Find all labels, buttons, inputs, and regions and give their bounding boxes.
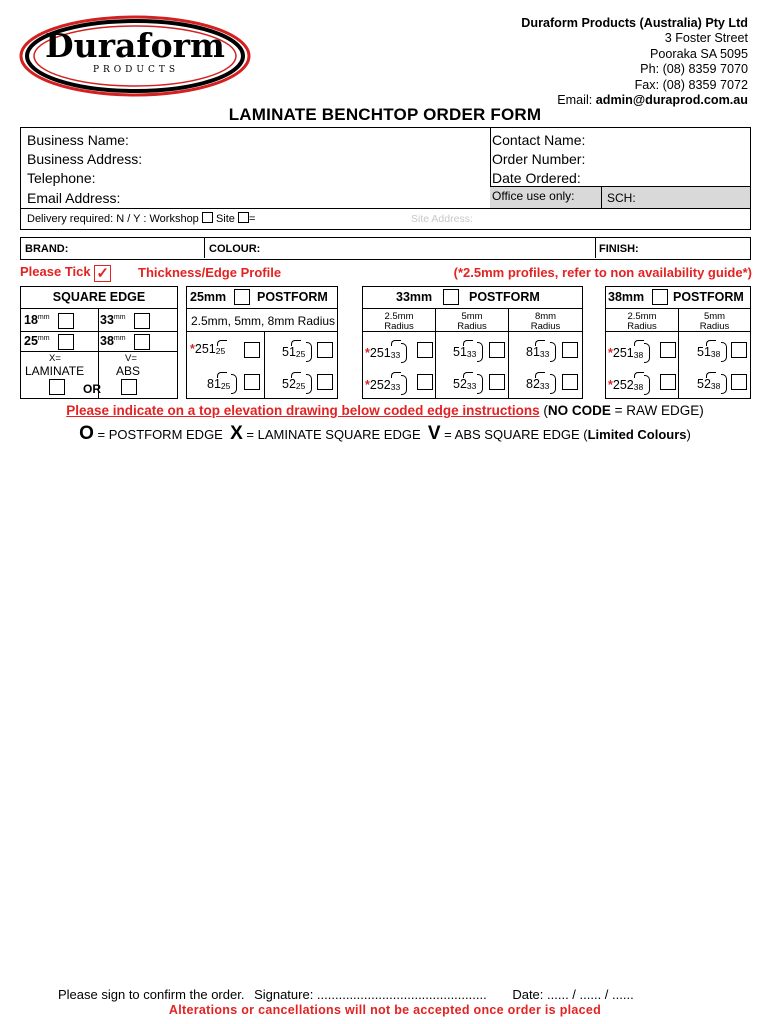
checkbox-38mm[interactable] bbox=[134, 334, 150, 350]
col-2-5mm: 2.5mm Radius bbox=[384, 311, 414, 332]
brand-colour-finish-row bbox=[20, 237, 751, 260]
code-25238: $*252_{38}$ bbox=[608, 375, 650, 395]
brand-field[interactable]: BRAND: bbox=[25, 243, 69, 255]
thickness-25: $25^{mm}$ bbox=[24, 334, 50, 348]
site-eq: = bbox=[248, 213, 256, 225]
cancellation-warning: Alterations or cancellations will not be accepted once order is placed bbox=[168, 1003, 602, 1017]
logo-sub: PRODUCTS bbox=[92, 65, 180, 75]
code-8133: $81_{33}$ bbox=[526, 342, 556, 362]
legend-v: V bbox=[427, 423, 441, 444]
checkbox-laminate[interactable] bbox=[49, 379, 65, 395]
code-25138: $*251_{38}$ bbox=[608, 343, 650, 363]
postform-38-header: 38mm POSTFORM bbox=[606, 287, 750, 309]
v-eq-label: V= bbox=[125, 353, 137, 364]
please-tick-row bbox=[20, 264, 111, 282]
checkbox-25125[interactable] bbox=[244, 342, 260, 358]
colour-field[interactable]: COLOUR: bbox=[209, 243, 261, 255]
telephone-field[interactable]: Telephone: bbox=[27, 170, 96, 186]
delivery-label: Delivery required: N / Y : bbox=[27, 213, 147, 225]
postform-25-header: 25mm POSTFORM bbox=[187, 287, 337, 309]
checkbox-5225[interactable] bbox=[317, 374, 333, 390]
thickness-38: $38^{mm}$ bbox=[100, 334, 126, 348]
contact-name-field[interactable]: Contact Name: bbox=[492, 132, 586, 148]
site-address-field[interactable]: Site Address: bbox=[411, 213, 473, 225]
col38-5mm: 5mm Radius bbox=[699, 311, 730, 332]
code-8233: $82_{33}$ bbox=[526, 374, 556, 394]
checkbox-abs[interactable] bbox=[121, 379, 137, 395]
company-email[interactable]: admin@duraprod.com.au bbox=[595, 93, 748, 108]
duraform-logo bbox=[18, 14, 252, 98]
office-use-area bbox=[490, 186, 750, 208]
checkbox-25138[interactable] bbox=[660, 342, 676, 358]
checkbox-5238[interactable] bbox=[731, 374, 747, 390]
email-address-field[interactable]: Email Address: bbox=[27, 190, 121, 206]
radius-list-25: 2.5mm, 5mm, 8mm Radius bbox=[191, 314, 336, 328]
edge-instructions: Please indicate on a top elevation drawing below coded edge instructions (NO CODE = RAW EDGE) bbox=[66, 403, 704, 418]
checkbox-33mm[interactable] bbox=[134, 313, 150, 329]
sign-instruction: Please sign to confirm the order. bbox=[58, 987, 245, 1002]
checkbox-25mm[interactable] bbox=[58, 334, 74, 350]
limited-colours: Limited Colours bbox=[587, 427, 687, 442]
instructions-red: Please indicate on a top elevation drawing below coded edge instructions bbox=[66, 403, 540, 418]
signature-field[interactable]: Signature: ............................................... bbox=[254, 987, 487, 1002]
code-5125: $51_{25}$ bbox=[282, 342, 312, 362]
order-number-field[interactable]: Order Number: bbox=[492, 151, 586, 167]
company-suburb: Pooraka SA 5095 bbox=[649, 46, 748, 61]
or-label: OR bbox=[83, 382, 101, 396]
code-25125: $*251_{25}$ bbox=[190, 342, 226, 356]
no-code-label: NO CODE bbox=[547, 403, 611, 418]
legend-x: X bbox=[230, 423, 243, 444]
x-eq-label: X= bbox=[49, 353, 61, 364]
thickness-18: $18^{mm}$ bbox=[24, 313, 50, 327]
abs-label: ABS bbox=[116, 364, 141, 378]
thickness-label: Thickness/Edge Profile bbox=[138, 265, 282, 280]
checkbox-5133[interactable] bbox=[489, 342, 505, 358]
code-5238: $52_{38}$ bbox=[697, 374, 727, 394]
postform-33-box bbox=[362, 286, 583, 399]
business-address-field[interactable]: Business Address: bbox=[27, 151, 143, 167]
checkbox-8133[interactable] bbox=[562, 342, 578, 358]
checkbox-25133[interactable] bbox=[417, 342, 433, 358]
office-use-label: Office use only: bbox=[492, 189, 575, 203]
finish-field[interactable]: FINISH: bbox=[599, 243, 639, 255]
customer-details-box bbox=[20, 127, 751, 230]
col-8mm: 8mm Radius bbox=[530, 311, 561, 332]
code-25133: $*251_{33}$ bbox=[365, 343, 407, 363]
postform-33-header: 33mm POSTFORM bbox=[363, 287, 582, 309]
sch-label: SCH: bbox=[607, 191, 636, 205]
business-name-field[interactable]: Business Name: bbox=[27, 132, 129, 148]
checkbox-5125[interactable] bbox=[317, 342, 333, 358]
site-checkbox[interactable] bbox=[238, 212, 249, 223]
checkbox-38mm-postform[interactable] bbox=[652, 289, 668, 305]
company-phone: Ph: (08) 8359 7070 bbox=[640, 62, 748, 77]
checkbox-25238[interactable] bbox=[660, 374, 676, 390]
checkbox-8125[interactable] bbox=[244, 374, 260, 390]
code-5225: $52_{25}$ bbox=[282, 374, 312, 394]
checkbox-33mm-postform[interactable] bbox=[443, 289, 459, 305]
col-5mm: 5mm Radius bbox=[457, 311, 487, 332]
email-label: Email: bbox=[557, 93, 593, 108]
square-edge-title: SQUARE EDGE bbox=[21, 287, 177, 309]
logo-word: Duraform bbox=[45, 26, 225, 65]
checkbox-5233[interactable] bbox=[489, 374, 505, 390]
company-name: Duraform Products (Australia) Pty Ltd bbox=[521, 16, 748, 30]
code-8125: $81_{25}$ bbox=[207, 374, 237, 394]
checkbox-25mm-postform[interactable] bbox=[234, 289, 250, 305]
site-label: Site bbox=[215, 213, 235, 225]
edge-legend: O = POSTFORM EDGE X = LAMINATE SQUARE EDGE V = ABS SQUARE EDGE (Limited Colours) bbox=[79, 423, 691, 444]
please-tick-label: Please Tick bbox=[20, 264, 91, 279]
signature-row bbox=[58, 987, 634, 1002]
logo-graphic bbox=[18, 14, 252, 98]
square-edge-box bbox=[20, 286, 178, 399]
company-street: 3 Foster Street bbox=[664, 31, 748, 46]
workshop-checkbox[interactable] bbox=[202, 212, 213, 223]
tick-mark-icon: ✓ bbox=[94, 265, 111, 282]
company-info bbox=[521, 16, 748, 108]
delivery-row bbox=[27, 212, 255, 225]
code-5138: $51_{38}$ bbox=[697, 342, 727, 362]
col38-2-5mm: 2.5mm Radius bbox=[627, 311, 657, 332]
date-field[interactable]: Date: ...... / ...... / ...... bbox=[512, 987, 634, 1002]
checkbox-5138[interactable] bbox=[731, 342, 747, 358]
checkbox-18mm[interactable] bbox=[58, 313, 74, 329]
drawing-area[interactable] bbox=[20, 450, 751, 975]
laminate-label: LAMINATE bbox=[25, 364, 85, 378]
date-ordered-field[interactable]: Date Ordered: bbox=[492, 170, 581, 186]
company-fax: Fax: (08) 8359 7072 bbox=[634, 77, 748, 92]
workshop-label: Workshop bbox=[149, 213, 199, 225]
code-25233: $*252_{33}$ bbox=[365, 375, 407, 395]
thickness-33: $33^{mm}$ bbox=[100, 313, 126, 327]
postform-38-box bbox=[605, 286, 751, 399]
postform-25-box bbox=[186, 286, 338, 399]
checkbox-8233[interactable] bbox=[562, 374, 578, 390]
checkbox-25233[interactable] bbox=[417, 374, 433, 390]
legend-o: O bbox=[79, 423, 94, 444]
form-title: LAMINATE BENCHTOP ORDER FORM bbox=[228, 105, 542, 124]
availability-note: (*2.5mm profiles, refer to non availability guide*) bbox=[453, 265, 752, 280]
code-5133: $51_{33}$ bbox=[453, 342, 483, 362]
code-5233: $52_{33}$ bbox=[453, 374, 483, 394]
